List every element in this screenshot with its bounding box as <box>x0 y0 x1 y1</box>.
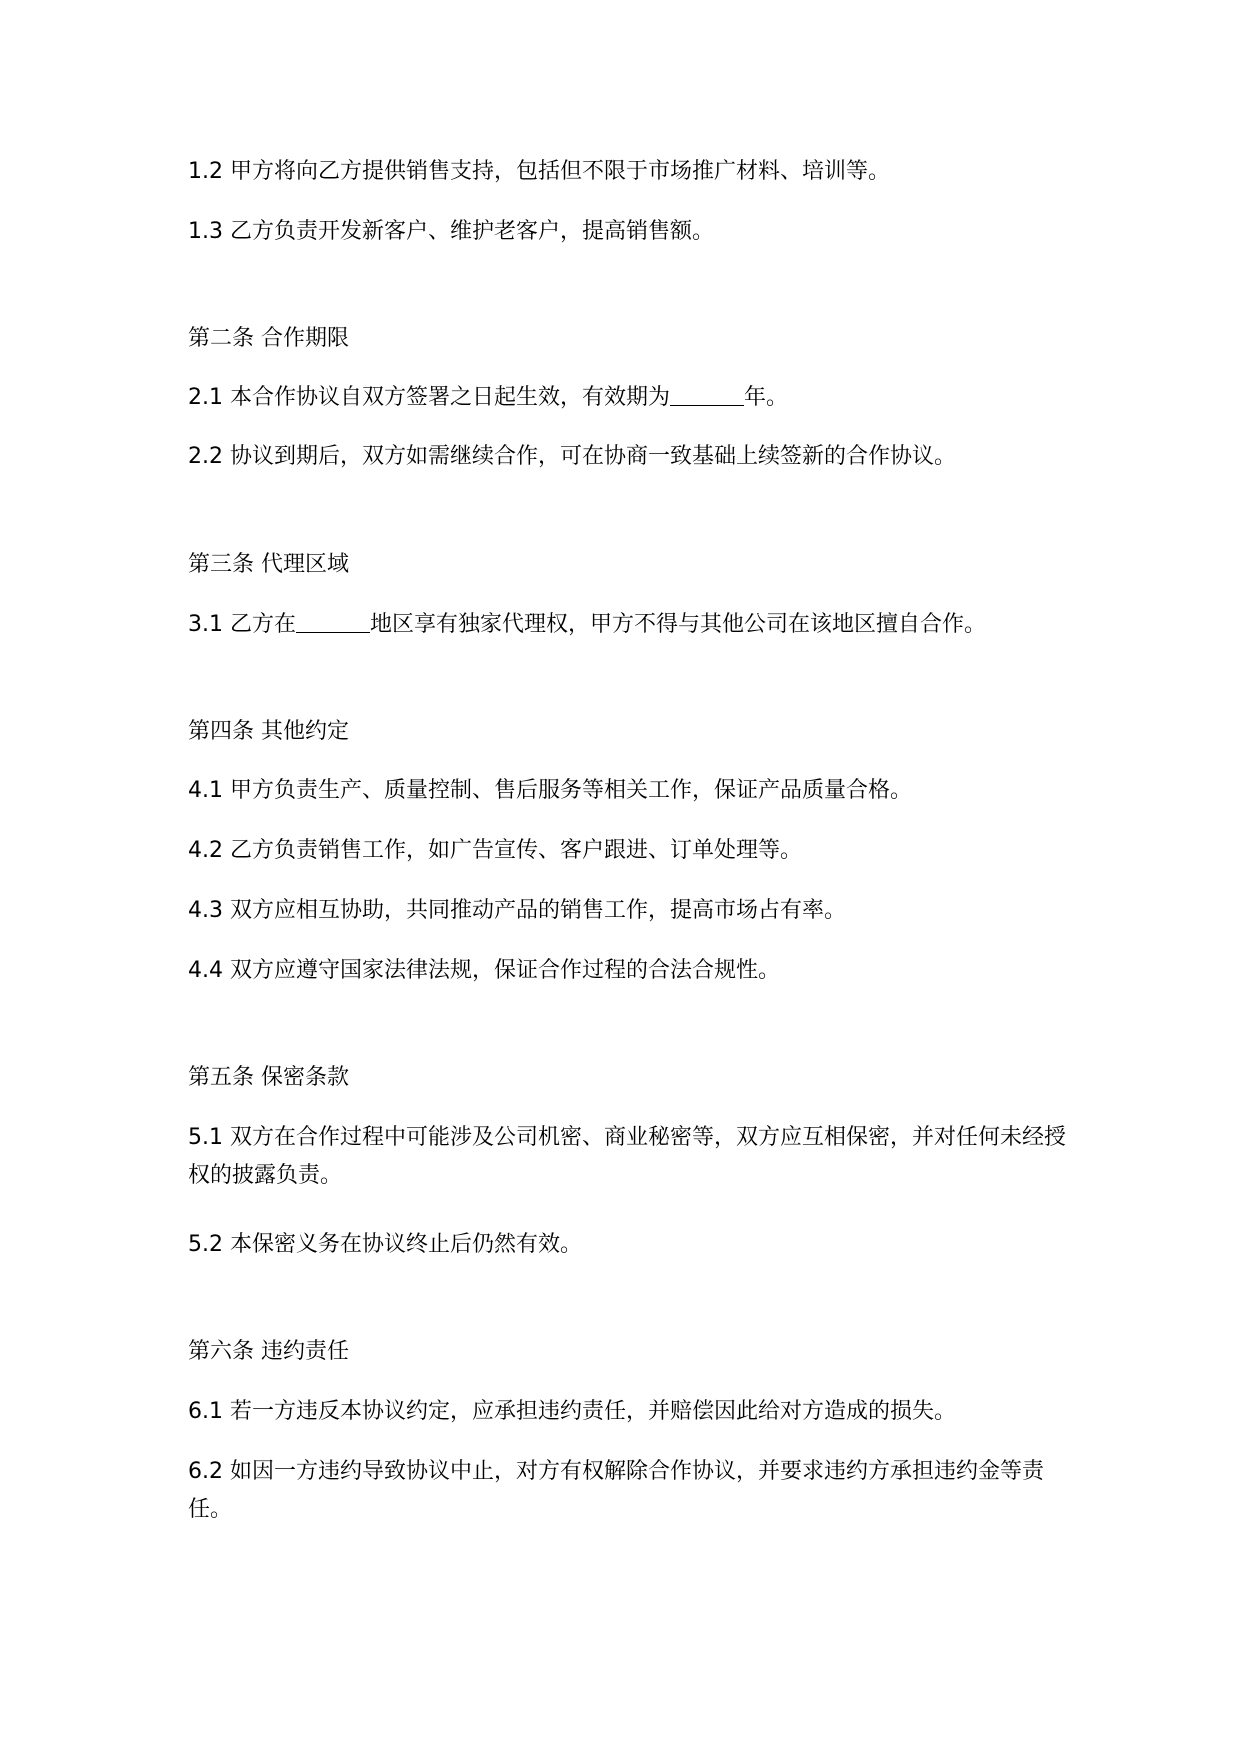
clause-2-1-text-before: 2.1 本合作协议自双方签署之日起生效，有效期为 <box>188 385 670 410</box>
clause-3-1 <box>188 606 1068 644</box>
clause-4-3: 4.3 双方应相互协助，共同推动产品的销售工作，提高市场占有率。 <box>188 898 846 923</box>
clause-4-1: 4.1 甲方负责生产、质量控制、售后服务等相关工作，保证产品质量合格。 <box>188 778 912 803</box>
clause-2-1-text-after: 年。 <box>743 385 788 410</box>
clause-3-1-text-before: 3.1 乙方在 <box>188 612 296 637</box>
clause-6-heading: 第六条 违约责任 <box>188 1339 349 1364</box>
clause-3-1-text-after: 地区享有独家代理权，甲方不得与其他公司在该地区擅自合作。 <box>369 612 986 637</box>
clause-6-2: 6.2 如因一方违约导致协议中止，对方有权解除合作协议，并要求违约方承担违约金等责任。 <box>188 1459 1044 1522</box>
clause-5-2: 5.2 本保密义务在协议终止后仍然有效。 <box>188 1232 582 1257</box>
clause-6-1: 6.1 若一方违反本协议约定，应承担违约责任，并赔偿因此给对方造成的损失。 <box>188 1399 956 1424</box>
clause-2-2: 2.2 协议到期后，双方如需继续合作，可在协商一致基础上续签新的合作协议。 <box>188 444 956 469</box>
term-years-blank <box>670 381 744 406</box>
clause-4-heading: 第四条 其他约定 <box>188 719 349 744</box>
clause-5-heading: 第五条 保密条款 <box>188 1065 349 1090</box>
clause-1-3: 1.3 乙方负责开发新客户、维护老客户，提高销售额。 <box>188 219 714 244</box>
clause-4-2: 4.2 乙方负责销售工作，如广告宣传、客户跟进、订单处理等。 <box>188 838 802 863</box>
clause-1-2: 1.2 甲方将向乙方提供销售支持，包括但不限于市场推广材料、培训等。 <box>188 159 890 184</box>
clause-4-4: 4.4 双方应遵守国家法律法规，保证合作过程的合法合规性。 <box>188 958 780 983</box>
clause-5-1: 5.1 双方在合作过程中可能涉及公司机密、商业秘密等，双方应互相保密，并对任何未经授权的披露负责。 <box>188 1125 1066 1188</box>
clause-2-heading: 第二条 合作期限 <box>188 326 349 351</box>
clause-2-1 <box>188 379 1068 417</box>
region-blank <box>296 608 370 633</box>
clause-3-heading: 第三条 代理区域 <box>188 552 349 577</box>
